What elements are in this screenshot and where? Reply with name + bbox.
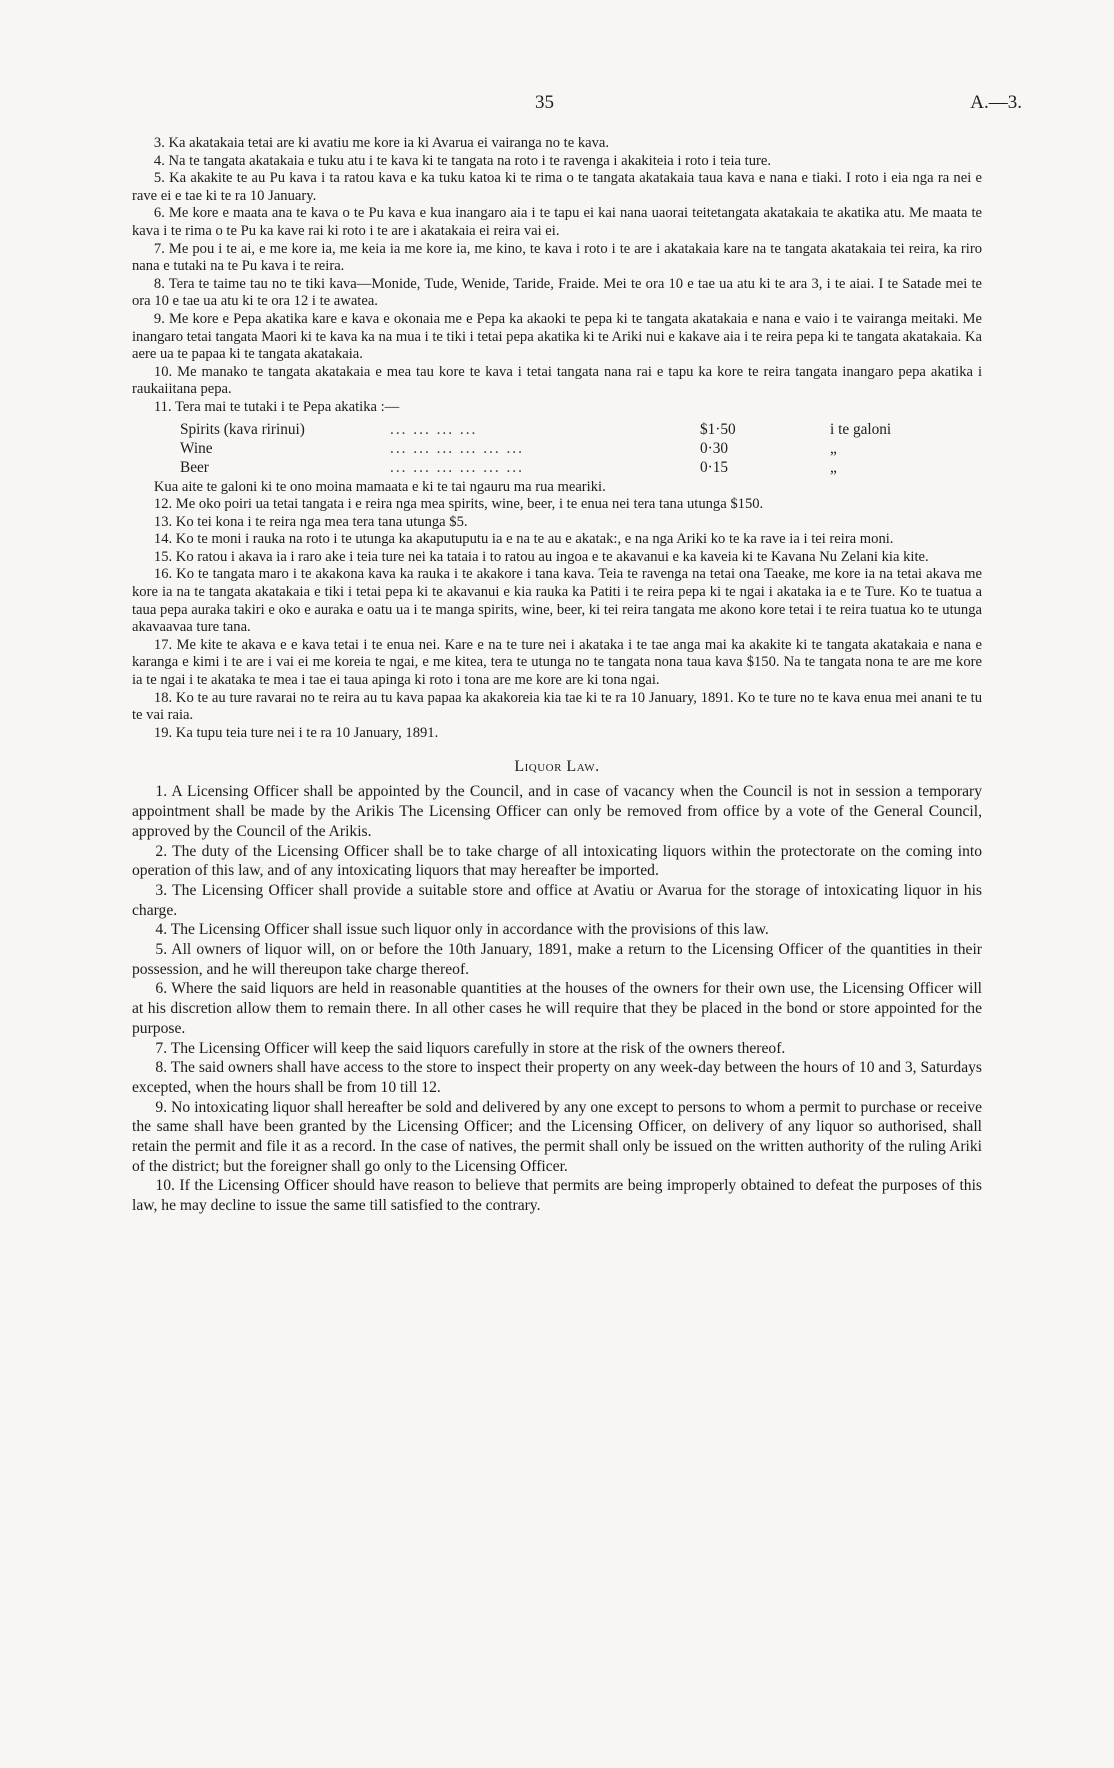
maori-clause-11: 11. Tera mai te tutaki i te Pepa akatika :—: [153, 398, 400, 415]
page-body: [132, 135, 982, 1216]
liquor-law-clause-6: 6. Where the said liquors are held in reasonable quantities at the houses of the owners for their own use, the Licensing Officer will at his discretion allow them to remain there. In all other cases he will require that they be placed in the bond or store appointed for the purpose.: [132, 980, 982, 1037]
maori-clause-5: 5. Ka akakite te au Pu kava i ta ratou kava e ka tuku katoa ki te rima o te tangata akatakaia taua kava e nana e tiaki. I roto i eia nga ra nei e rave ei e tae ki te ra 10 January.: [132, 170, 982, 204]
maori-clause-8: 8. Tera te taime tau no te tiki kava—Monide, Tude, Wenide, Taride, Fraide. Mei te ora 10 e tae ua atu ki te ara 3, i te aiai. I te Satade mei te ora 10 e tae ua atu ki te ora 12 i te awatea.: [132, 275, 982, 310]
liquor-law-clause-1: 1. A Licensing Officer shall be appointed by the Council, and in case of vacancy when the Council is not in session a temporary appointment shall be made by the Arikis The Licensing Officer can only be removed from office by a vote of the General Council, approved by the Council of the Arikis.: [132, 783, 982, 840]
maori-clause-3: 3. Ka akatakaia tetai are ki avatiu me kore ia ki Avarua ei vairanga no te kava.: [153, 135, 610, 151]
maori-clause-10: 10. Me manako te tangata akatakaia e mea tau kore te kava i tetai tangata nana rai e tapu ka kore te reira tangata inangaro pepa akatika i raukaiitana pepa.: [132, 363, 982, 398]
maori-clause-12: 12. Me oko poiri ua tetai tangata i e reira nga mea spirits, wine, beer, i te enua nei tera tana utunga $150.: [153, 496, 764, 513]
fee-unit: „: [830, 439, 837, 457]
liquor-law-clause-5: 5. All owners of liquor will, on or before the 10th January, 1891, make a return to the Licensing Officer of the quantities in their possession, and he will thereupon take charge thereof.: [132, 941, 982, 978]
fee-unit: „: [830, 458, 837, 476]
maori-clause-4: 4. Na te tangata akatakaia e tuku atu i te kava ki te tangata na roto i te ravenga i akakiteia i roto i teia ture.: [153, 152, 772, 169]
maori-gallon-note: Kua aite te galoni ki te ono moina mamaata e ki te tai ngauru ma rua meariki.: [153, 478, 606, 495]
fee-item: Spirits (kava ririnui): [180, 420, 305, 438]
maori-clause-6: 6. Me kore e maata ana te kava o te Pu kava e kua inangaro aia i te tapu ei kai nana uaorai teitetangata akatakaia te akatika atu. Me maata te kava i te rima o te Pu ka kave rai ki roto i te are i akatakaia ei reira vai ei.: [132, 205, 982, 239]
fee-item: Beer: [180, 458, 209, 476]
section-heading: Liquor Law.: [514, 758, 600, 776]
document-reference: A.—3.: [970, 92, 1022, 113]
fee-row-beer: [180, 458, 982, 477]
leader-dots: ... ... ... ...: [390, 420, 478, 438]
page-header: [0, 92, 1114, 116]
maori-clause-15: 15. Ko ratou i akava ia i raro ake i teia ture nei ka tataia i to ratou au ingoa e te akavanui e ka kaveia ki te Kavana Nu Zelani kia kite.: [153, 548, 929, 565]
page-number: 35: [535, 92, 554, 113]
maori-clause-16: 16. Ko te tangata maro i te akakona kava ka rauka i te akakore i tana kava. Teia te ravenga na tetai ona Taeake, me kore ia na tetai akava me kore ia na te tangata akatakaia e tiki i tetai pepa ki te akavanui e kia rauka ka Patiti i te reira pepa ki te ngai i akataka ia e te Ture. Ko te tuatua a taua pepa auraka takiri e oko e auraka e oatu ua i te manga spirits, wine, beer, ki tei reira tangata me akono kore tetai i te reira tuatua ko te utunga akavaavaa ture tana.: [132, 566, 982, 636]
liquor-law-clause-4: 4. The Licensing Officer shall issue such liquor only in accordance with the provisions of this law.: [155, 921, 769, 939]
maori-clause-18: 18. Ko te au ture ravarai no te reira au tu kava papaa ka akakoreia kia tae ki te ra 10 January, 1891. Ko te ture no te kava enua mei anani te tu te vai raia.: [132, 689, 982, 724]
permit-fee-table: [180, 420, 982, 477]
fee-unit: i te galoni: [830, 420, 892, 438]
liquor-law-clause-8: 8. The said owners shall have access to the store to inspect their property on any week-day between the hours of 10 and 3, Saturdays excepted, when the hours shall be from 10 till 12.: [132, 1059, 982, 1096]
liquor-law-clause-2: 2. The duty of the Licensing Officer shall be to take charge of all intoxicating liquors within the protectorate on the coming into operation of this law, and of any intoxicating liquors that may hereafter be imported.: [132, 842, 982, 880]
fee-item: Wine: [180, 439, 213, 457]
fee-rate: $1·50: [700, 420, 736, 438]
maori-clause-17: 17. Me kite te akava e e kava tetai i te enua nei. Kare e na te ture nei i akataka i te tae anga mai ka akakite ki te tangata akatakaia e nana e karanga e kimi i te are i vai ei me koreia te ngai, e me kitea, tera te utunga no te tangata nona taua kava $150. Na te tangata nona te are me kore ia te ngai i te akataka te mea i tae ei taua apinga ki roto i tona are me kore are ki tona ngai.: [132, 636, 982, 689]
leader-dots: ... ... ... ... ... ...: [390, 439, 524, 457]
liquor-law-clause-9: 9. No intoxicating liquor shall hereafter be sold and delivered by any one except to persons to whom a permit to purchase or receive the same shall have been granted by the Licensing Officer; and the Licensing Officer, on delivery of any liquor so authorised, shall retain the permit and file it as a record. In the case of natives, the permit shall only be issued on the written authority of the ruling Ariki of the district; but the foreigner shall go only to the Licensing Officer.: [132, 1098, 982, 1175]
liquor-law-clause-3: 3. The Licensing Officer shall provide a suitable store and office at Avatiu or Avarua for the storage of intoxicating liquor in his charge.: [132, 881, 982, 919]
maori-clause-9: 9. Me kore e Pepa akatika kare e kava e okonaia me e Pepa ka akaoki te pepa ki te tangata akatakaia e nana e vaio i te vairanga meitaki. Me inangaro tetai tangata Maori ki te kava ka na mua i te tiki i tetai pepa akatika ki te Ariki nui e kakave aia i te reira pepa ki te tangata akatakaia. Ka aere ua te papaa ki te tangata akatakaia.: [132, 310, 982, 363]
maori-clause-7: 7. Me pou i te ai, e me kore ia, me keia ia me kore ia, me kino, te kava i roto i te are i akatakaia kare na te tangata akatakaia tei reira, ka riro nana e tutaki na te Pu kava i te reira.: [132, 240, 982, 275]
liquor-law-clause-7: 7. The Licensing Officer will keep the said liquors carefully in store at the risk of the owners thereof.: [155, 1039, 786, 1057]
fee-rate: 0·15: [700, 458, 729, 476]
fee-row-spirits: [180, 420, 982, 439]
liquor-law-clause-10: 10. If the Licensing Officer should have reason to believe that permits are being improperly obtained to defeat the purposes of this law, he may decline to issue the same till satisfied to the contrary.: [132, 1177, 982, 1215]
maori-clause-14: 14. Ko te moni i rauka na roto i te utunga ka akaputuputu ia e na te au e akatak:, e na nga Ariki ko te ka rave ia i tei reira moni.: [153, 531, 894, 548]
fee-row-wine: [180, 439, 982, 458]
leader-dots: ... ... ... ... ... ...: [390, 458, 524, 476]
fee-rate: 0·30: [700, 439, 729, 457]
maori-clause-13: 13. Ko tei kona i te reira nga mea tera tana utunga $5.: [153, 513, 468, 530]
maori-clause-19: 19. Ka tupu teia ture nei i te ra 10 January, 1891.: [153, 724, 439, 741]
